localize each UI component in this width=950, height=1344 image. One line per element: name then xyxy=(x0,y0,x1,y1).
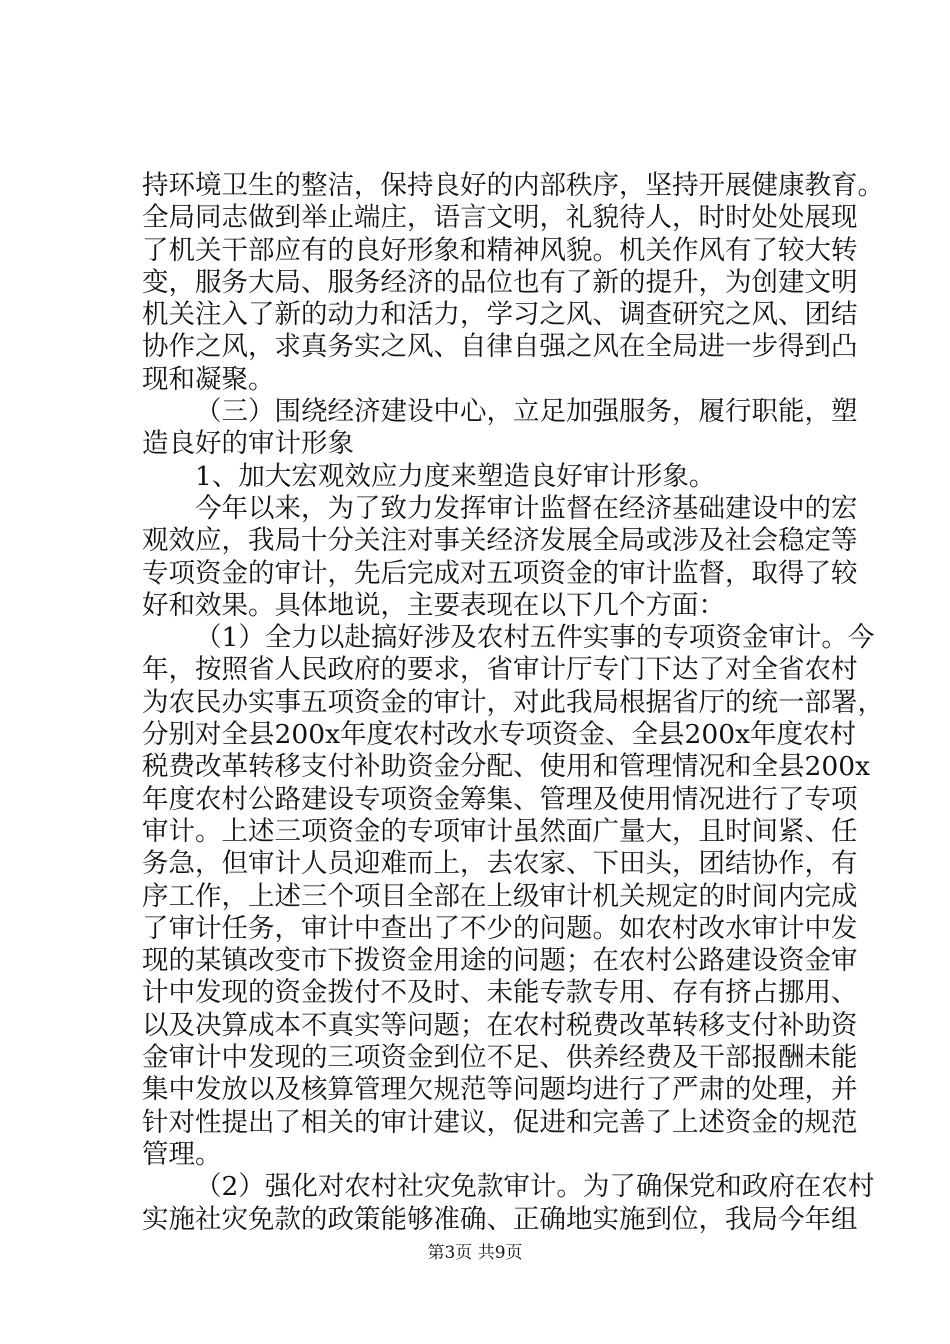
text-line: 务急，但审计人员迎难而上，去农家、下田头，团结协作，有 xyxy=(142,848,858,880)
text-line: 管理。 xyxy=(142,1138,222,1170)
text-line: 机关注入了新的动力和活力，学习之风、调查研究之风、团结 xyxy=(142,299,858,331)
subsection-heading: 1、加大宏观效应力度来塑造良好审计形象。 xyxy=(195,460,716,492)
text-line: 审计。上述三项资金的专项审计虽然面广量大，且时间紧、任 xyxy=(142,815,858,847)
text-line: 针对性提出了相关的审计建议，促进和完善了上述资金的规范 xyxy=(142,1106,858,1138)
text-line: 了机关干部应有的良好形象和精神风貌。机关作风有了较大转 xyxy=(142,234,858,266)
text-line: 现和凝聚。 xyxy=(142,363,275,395)
text-line: 现的某镇改变市下拨资金用途的问题；在农村公路建设资金审 xyxy=(142,945,858,977)
text-line: 了审计任务，审计中查出了不少的问题。如农村改水审计中发 xyxy=(142,912,858,944)
text-line: 协作之风，求真务实之风、自律自强之风在全局进一步得到凸 xyxy=(142,331,858,363)
text-line: 实施社灾免款的政策能够准确、正确地实施到位，我局今年组 xyxy=(142,1203,858,1235)
text-line: 好和效果。具体地说，主要表现在以下几个方面： xyxy=(142,589,725,621)
text-line: 专项资金的审计，先后完成对五项资金的审计监督，取得了较 xyxy=(142,557,858,589)
text-line: 持环境卫生的整洁，保持良好的内部秩序，坚持开展健康教育。 xyxy=(142,170,884,201)
document-body xyxy=(142,170,884,1236)
text-line: 分别对全县200x年度农村改水专项资金、全县200x年度农村 xyxy=(142,719,857,751)
text-line: 金审计中发现的三项资金到位不足、供养经费及干部报酬未能 xyxy=(142,1042,858,1074)
text-line: 变，服务大局、服务经济的品位也有了新的提升，为创建文明 xyxy=(142,266,858,298)
text-line: 集中发放以及核算管理欠规范等问题均进行了严肃的处理，并 xyxy=(142,1074,858,1106)
text-line: 年，按照省人民政府的要求，省审计厅专门下达了对全省农村 xyxy=(142,654,858,686)
text-line: （1）全力以赴搞好涉及农村五件实事的专项资金审计。今 xyxy=(195,622,875,654)
text-line: 计中发现的资金拨付不及时、未能专款专用、存有挤占挪用、 xyxy=(142,977,858,1009)
text-line: 以及决算成本不真实等问题；在农村税费改革转移支付补助资 xyxy=(142,1009,858,1041)
text-line: 今年以来，为了致力发挥审计监督在经济基础建设中的宏 xyxy=(195,492,858,524)
text-line: 全局同志做到举止端庄，语言文明，礼貌待人，时时处处展现 xyxy=(142,202,858,234)
section-heading: （三）围绕经济建设中心，立足加强服务，履行职能，塑 xyxy=(195,396,858,428)
text-line: 年度农村公路建设专项资金筹集、管理及使用情况进行了专项 xyxy=(142,783,858,815)
page-footer xyxy=(0,1238,950,1263)
text-line: 为农民办实事五项资金的审计，对此我局根据省厅的统一部署， xyxy=(142,686,884,718)
text-line: 税费改革转移支付补助资金分配、使用和管理情况和全县200x xyxy=(142,751,871,783)
text-line: （2）强化对农村社灾免款审计。为了确保党和政府在农村 xyxy=(195,1171,875,1203)
text-line: 序工作，上述三个项目全部在上级审计机关规定的时间内完成 xyxy=(142,880,858,912)
text-line: 观效应，我局十分关注对事关经济发展全局或涉及社会稳定等 xyxy=(142,525,858,557)
section-heading-continued: 造良好的审计形象 xyxy=(142,428,354,460)
page-number-label: 第3页 共9页 xyxy=(427,1243,523,1263)
